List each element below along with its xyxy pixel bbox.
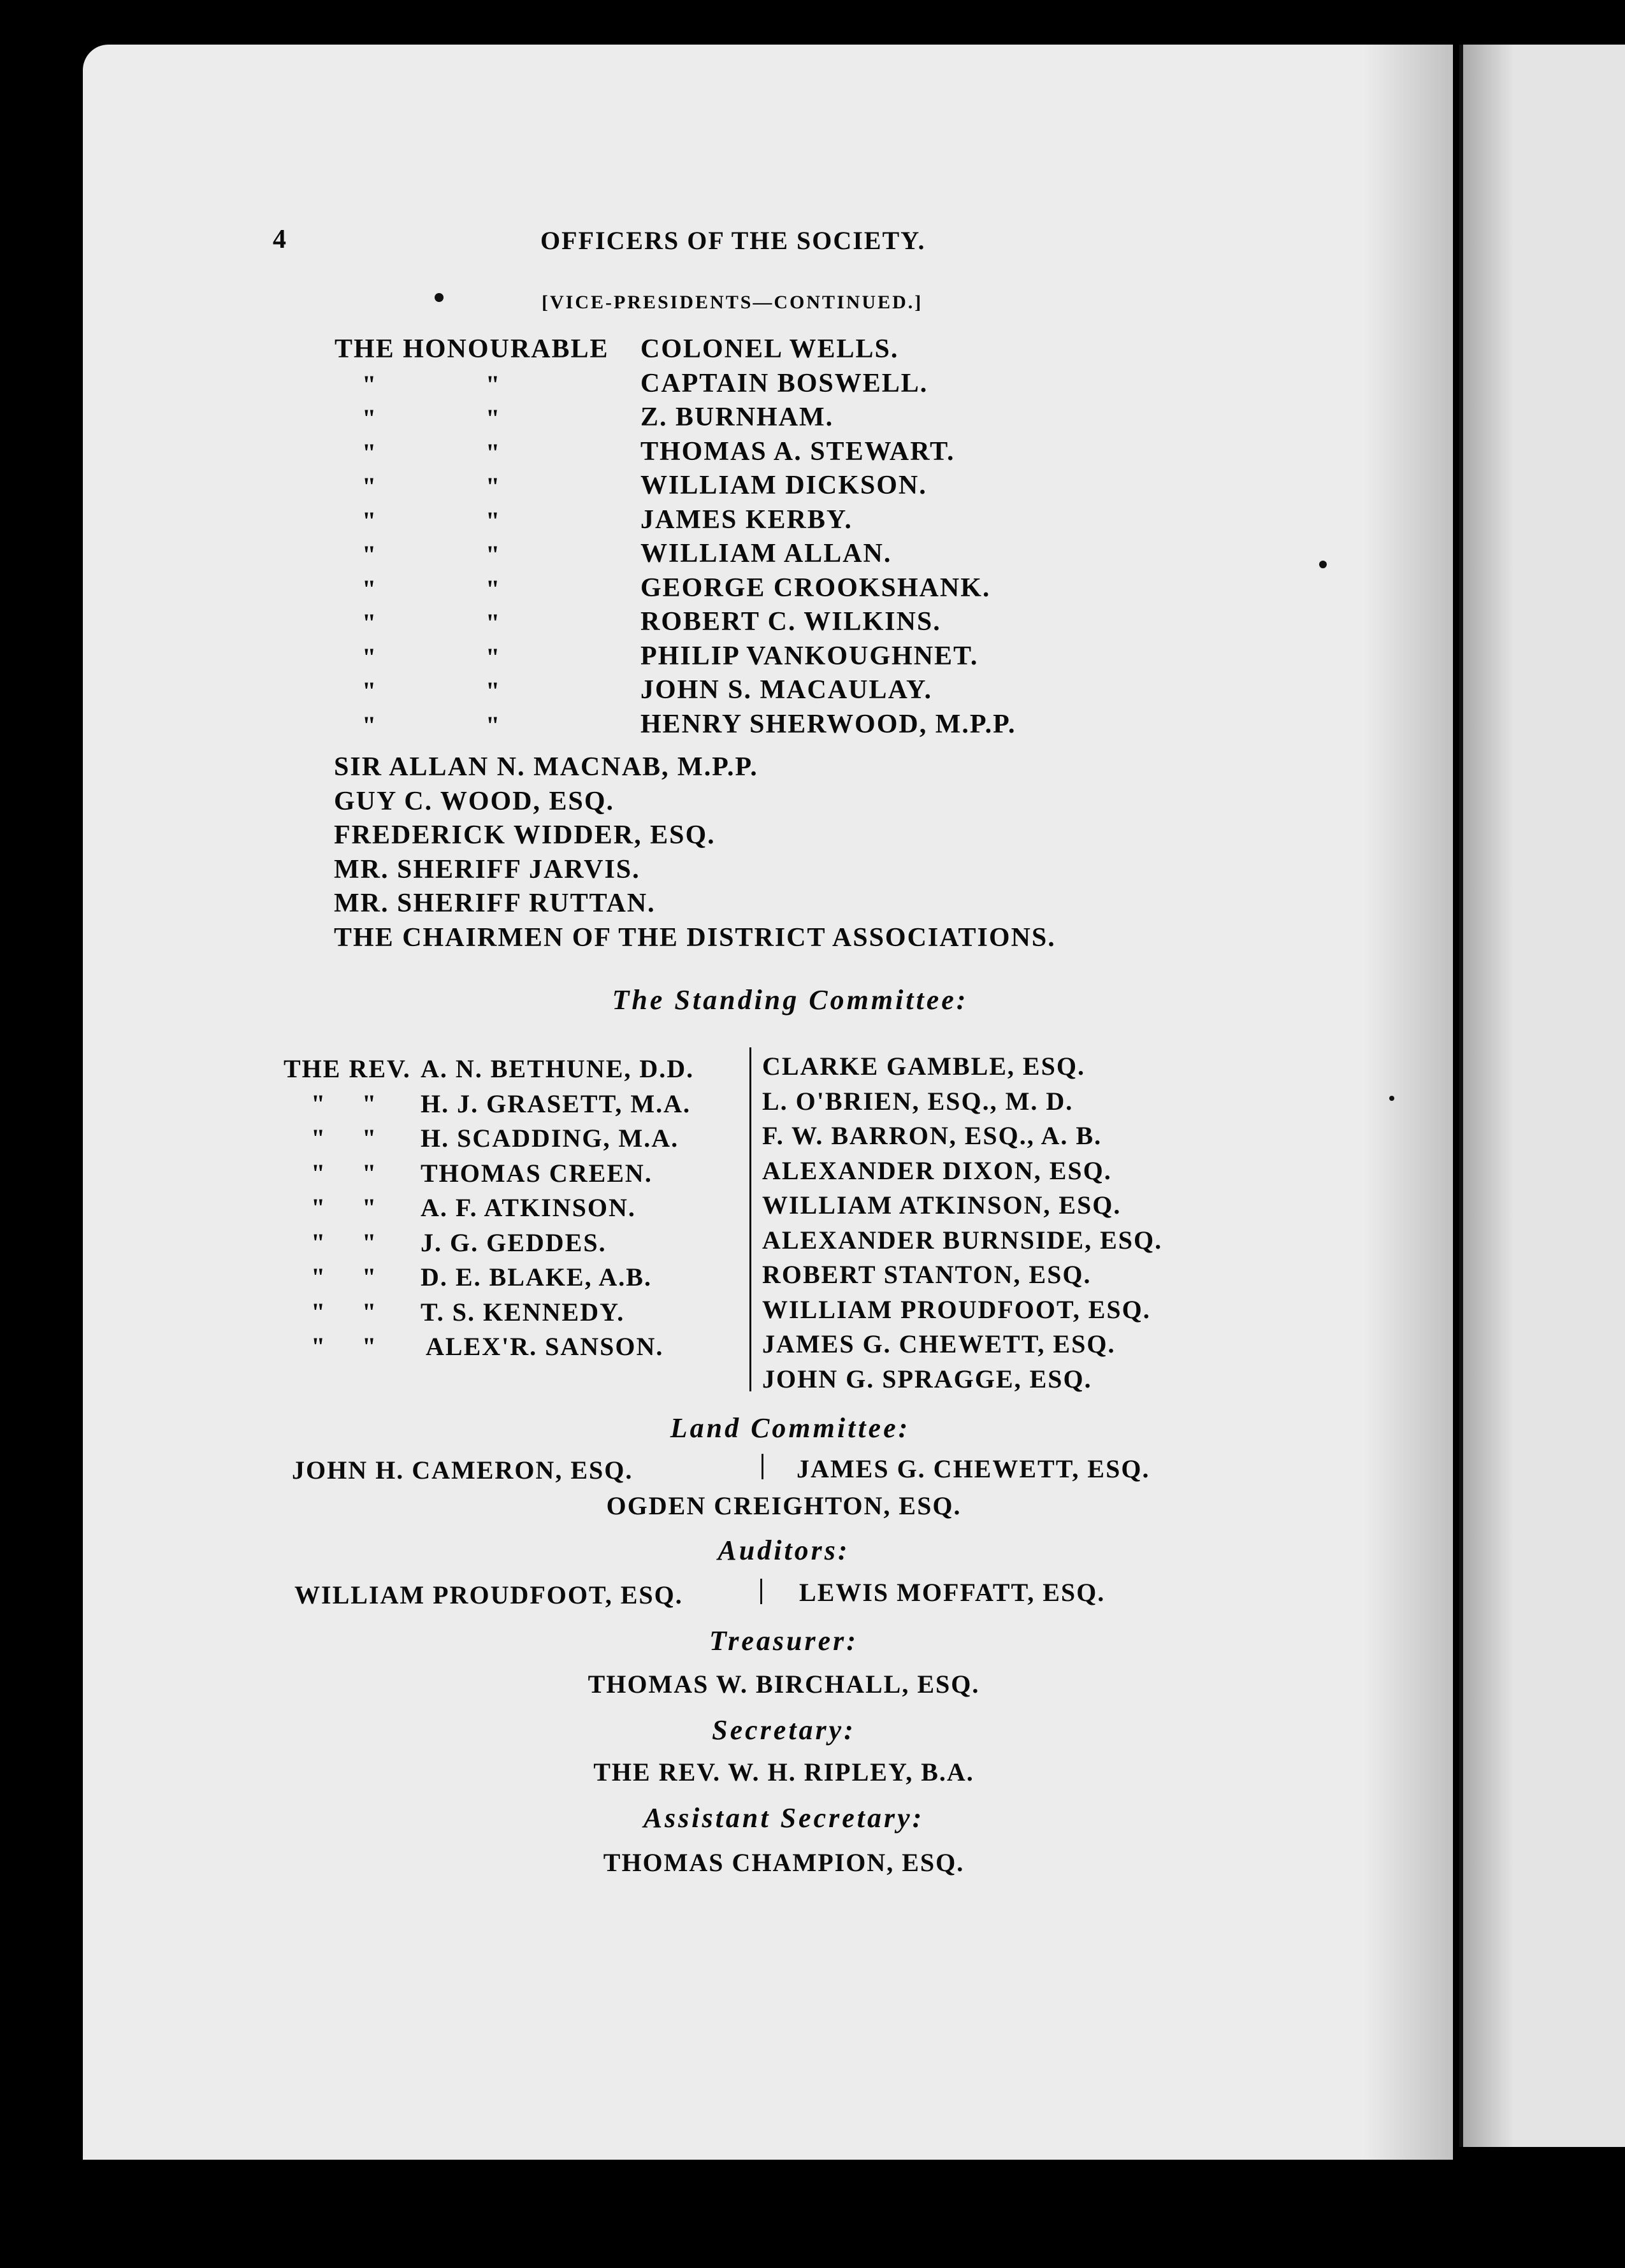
ditto-mark: " <box>486 642 502 671</box>
land-divider <box>762 1454 763 1479</box>
treasurer-heading: Treasurer: <box>709 1625 858 1656</box>
honourable-name: ROBERT C. WILKINS. <box>640 607 941 636</box>
facing-page-edge <box>1459 45 1625 2147</box>
ditto-mark: " <box>362 608 378 637</box>
treasurer-name: THOMAS W. BIRCHALL, ESQ. <box>588 1670 980 1698</box>
standing-committee-member: ROBERT STANTON, ESQ. <box>762 1260 1092 1289</box>
standing-committee-member: T. S. KENNEDY. <box>421 1297 625 1326</box>
auditors-right: LEWIS MOFFATT, ESQ. <box>799 1578 1106 1607</box>
standing-committee-member: THOMAS CREEN. <box>421 1158 653 1188</box>
land-committee-heading: Land Committee: <box>670 1412 911 1444</box>
ditto-mark: " <box>486 710 502 740</box>
ditto-mark: " <box>362 370 378 399</box>
standing-committee-member: ALEXANDER BURNSIDE, ESQ. <box>762 1225 1163 1254</box>
ditto-mark: " <box>311 1297 327 1326</box>
auditors-divider <box>760 1579 762 1604</box>
honourable-prefix: THE HONOURABLE <box>335 334 609 364</box>
ditto-mark: " <box>486 574 502 603</box>
ink-speck <box>1389 1096 1394 1101</box>
vice-president-name: THE CHAIRMEN OF THE DISTRICT ASSOCIATIONS. <box>334 922 1056 952</box>
ditto-mark: " <box>486 608 502 637</box>
ditto-mark: " <box>486 404 502 433</box>
ditto-mark: " <box>362 642 378 671</box>
ditto-mark: " <box>311 1263 327 1291</box>
standing-committee-member: ALEXANDER DIXON, ESQ. <box>762 1156 1112 1185</box>
vice-president-name: FREDERICK WIDDER, ESQ. <box>334 821 716 850</box>
honourable-name: WILLIAM ALLAN. <box>640 539 892 568</box>
standing-committee-member: H. SCADDING, M.A. <box>421 1124 679 1152</box>
ditto-mark: " <box>311 1158 327 1188</box>
ditto-mark: " <box>311 1089 327 1118</box>
ditto-mark: " <box>311 1332 327 1361</box>
assistant-secretary-name: THOMAS CHAMPION, ESQ. <box>603 1848 965 1877</box>
standing-committee-member: D. E. BLAKE, A.B. <box>421 1263 652 1291</box>
ink-dot <box>435 293 444 302</box>
ditto-mark: " <box>486 506 502 535</box>
ditto-mark: " <box>362 710 378 740</box>
ditto-mark: " <box>362 472 378 501</box>
honourable-name: THOMAS A. STEWART. <box>640 436 955 466</box>
running-head: OFFICERS OF THE SOCIETY. <box>540 226 926 255</box>
standing-committee-member: JAMES G. CHEWETT, ESQ. <box>762 1330 1116 1358</box>
assistant-secretary-heading: Assistant Secretary: <box>643 1802 925 1834</box>
ditto-mark: " <box>362 438 378 467</box>
land-committee-center: OGDEN CREIGHTON, ESQ. <box>606 1491 962 1520</box>
standing-committee-member: CLARKE GAMBLE, ESQ. <box>762 1052 1085 1080</box>
page-number: 4 <box>273 225 287 254</box>
standing-committee-member: L. O'BRIEN, ESQ., M. D. <box>762 1086 1074 1116</box>
secretary-heading: Secretary: <box>712 1714 856 1746</box>
standing-committee-member: WILLIAM ATKINSON, ESQ. <box>762 1191 1122 1219</box>
column-divider <box>749 1047 751 1391</box>
standing-committee-member: F. W. BARRON, ESQ., A. B. <box>762 1121 1102 1150</box>
secretary-name: THE REV. W. H. RIPLEY, B.A. <box>593 1758 974 1786</box>
ditto-mark: " <box>486 438 502 467</box>
ditto-mark: " <box>362 506 378 535</box>
ditto-mark: " <box>362 574 378 603</box>
auditors-heading: Auditors: <box>718 1535 850 1566</box>
honourable-name: PHILIP VANKOUGHNET. <box>640 641 979 671</box>
land-committee-right: JAMES G. CHEWETT, ESQ. <box>797 1454 1150 1483</box>
standing-committee-member: J. G. GEDDES. <box>421 1228 607 1257</box>
honourable-name: JOHN S. MACAULAY. <box>640 675 932 705</box>
ditto-mark: " <box>486 540 502 569</box>
vice-president-name: GUY C. WOOD, ESQ. <box>334 786 615 816</box>
vice-president-name: SIR ALLAN N. MACNAB, M.P.P. <box>334 752 758 782</box>
ditto-mark: " <box>486 677 502 705</box>
honourable-name: GEORGE CROOKSHANK. <box>640 573 991 603</box>
standing-committee-member: A. F. ATKINSON. <box>421 1193 636 1222</box>
honourable-name: WILLIAM DICKSON. <box>640 471 927 500</box>
standing-committee-heading: The Standing Committee: <box>612 984 969 1016</box>
standing-committee-member: WILLIAM PROUDFOOT, ESQ. <box>762 1295 1151 1324</box>
vice-presidents-subheading: [VICE-PRESIDENTS—CONTINUED.] <box>542 292 923 313</box>
honourable-name: COLONEL WELLS. <box>640 334 899 364</box>
ditto-mark: " <box>362 1332 378 1361</box>
ditto-mark: " <box>486 472 502 501</box>
vice-president-name: MR. SHERIFF JARVIS. <box>334 854 640 884</box>
ditto-mark: " <box>311 1228 327 1257</box>
book-page <box>83 45 1453 2160</box>
ditto-mark: " <box>362 1228 378 1257</box>
honourable-name: JAMES KERBY. <box>640 505 853 535</box>
ditto-mark: " <box>362 1089 378 1118</box>
standing-committee-member: A. N. BETHUNE, D.D. <box>421 1054 695 1083</box>
standing-committee-member: JOHN G. SPRAGGE, ESQ. <box>762 1364 1092 1393</box>
ditto-mark: " <box>311 1124 327 1152</box>
vice-president-name: MR. SHERIFF RUTTAN. <box>334 889 656 918</box>
ditto-mark: " <box>362 1297 378 1326</box>
ditto-mark: " <box>362 1158 378 1188</box>
auditors-left: WILLIAM PROUDFOOT, ESQ. <box>294 1581 683 1609</box>
ditto-mark: " <box>362 540 378 569</box>
standing-committee-member: ALEX'R. SANSON. <box>426 1332 664 1361</box>
honourable-name: CAPTAIN BOSWELL. <box>640 368 928 398</box>
ditto-mark: " <box>362 677 378 705</box>
rev-prefix: THE REV. <box>284 1054 411 1083</box>
land-committee-left: JOHN H. CAMERON, ESQ. <box>292 1456 633 1484</box>
ditto-mark: " <box>362 1263 378 1291</box>
standing-committee-member: H. J. GRASETT, M.A. <box>421 1089 691 1118</box>
ditto-mark: " <box>311 1193 327 1222</box>
ink-speck <box>1319 561 1327 568</box>
ditto-mark: " <box>362 1124 378 1152</box>
honourable-name: Z. BURNHAM. <box>640 403 834 432</box>
honourable-name: HENRY SHERWOOD, M.P.P. <box>640 709 1016 739</box>
ditto-mark: " <box>362 404 378 433</box>
ditto-mark: " <box>486 370 502 399</box>
ditto-mark: " <box>362 1193 378 1222</box>
